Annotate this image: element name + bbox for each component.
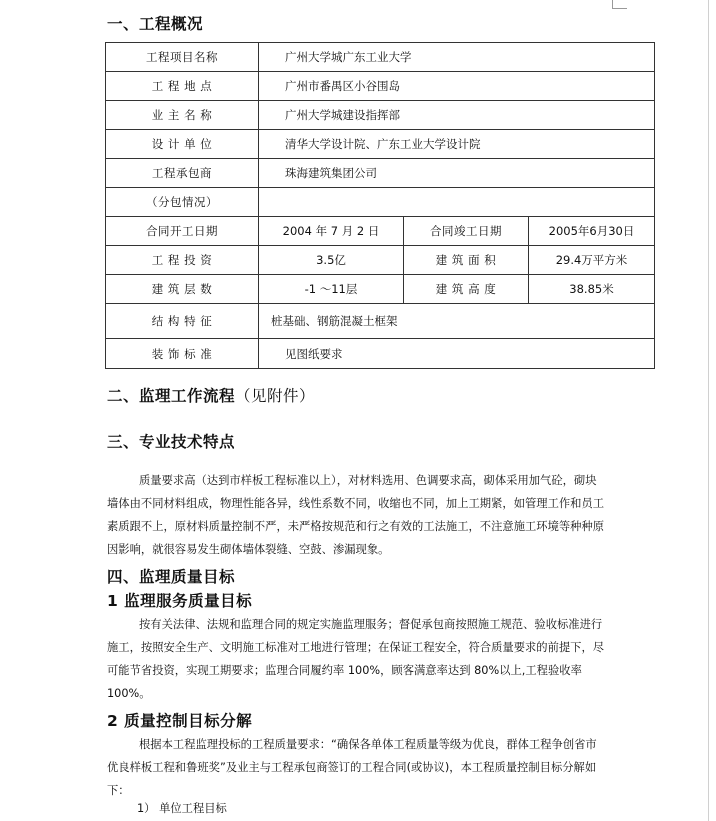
row-value: 桩基础、钢筋混凝土框架 [259, 304, 655, 339]
subheading-service-quality: 1 监理服务质量目标 [107, 592, 253, 610]
row-label: 业 主 名 称 [106, 101, 259, 130]
section-heading-quality-goals: 四、监理质量目标 [107, 568, 236, 586]
row-label: （分包情况） [106, 188, 259, 217]
row-label: 结 构 特 征 [106, 304, 259, 339]
row-value: 29.4万平方米 [529, 246, 655, 275]
row-value: 清华大学设计院、广东工业大学设计院 [259, 130, 655, 159]
section-heading-tech: 三、专业技术特点 [107, 433, 236, 451]
row-value: 珠海建筑集团公司 [259, 159, 655, 188]
row-label: 工 程 地 点 [106, 72, 259, 101]
table-row [106, 72, 655, 101]
row-value: 见图纸要求 [259, 339, 655, 369]
row-value: -1 ～11层 [259, 275, 404, 304]
table-row [106, 339, 655, 369]
row-label: 设 计 单 位 [106, 130, 259, 159]
row-label: 工程承包商 [106, 159, 259, 188]
section-title: 二、监理工作流程 [107, 387, 236, 405]
table-row [106, 43, 655, 72]
list-item: 1） 单位工程目标 [137, 802, 227, 815]
row-value: 2005年6月30日 [529, 217, 655, 246]
row-value: 广州市番禺区小谷围岛 [259, 72, 655, 101]
row-label: 建 筑 层 数 [106, 275, 259, 304]
row-label: 工程项目名称 [106, 43, 259, 72]
row-label: 合同开工日期 [106, 217, 259, 246]
table-row [106, 101, 655, 130]
row-label: 合同竣工日期 [404, 217, 529, 246]
table-row [106, 188, 655, 217]
table-row [106, 217, 655, 246]
table-row [106, 246, 655, 275]
table-row [106, 159, 655, 188]
project-overview-table [105, 42, 655, 369]
table-row [106, 130, 655, 159]
table-row [106, 275, 655, 304]
margin-corner-mark [612, 0, 627, 9]
subheading-quality-breakdown: 2 质量控制目标分解 [107, 712, 253, 730]
section-heading-workflow [107, 384, 315, 406]
row-value: 2004 年 7 月 2 日 [259, 217, 404, 246]
breakdown-paragraph: 根据本工程监理投标的工程质量要求：“确保各单体工程质量等级为优良，群体工程争创省市优良样板工程和鲁班奖”及业主与工程承包商签订的工程合同(或协议)，本工程质量控制目标分解如下： [107, 738, 597, 797]
row-label: 建 筑 高 度 [404, 275, 529, 304]
section-heading-overview: 一、工程概况 [107, 15, 204, 33]
row-label: 装 饰 标 准 [106, 339, 259, 369]
row-value: 广州大学城广东工业大学 [259, 43, 655, 72]
table-row [106, 304, 655, 339]
row-value: 38.85米 [529, 275, 655, 304]
tech-paragraph: 质量要求高（达到市样板工程标准以上），对材料选用、色调要求高，砌体采用加气砼，砌块墙体由不同材料组成，物理性能各异，线性系数不同，收缩也不同，加上工期紧，如管理工作和员工素质跟不上，原材料质量控制不严，未严格按规范和行之有效的工法施工，不注意施工环境等种种原因影响，就很容易发生砌体墙体裂缝、空鼓、渗漏现象。 [107, 474, 605, 556]
page-edge [708, 0, 709, 821]
row-label: 工 程 投 资 [106, 246, 259, 275]
section-note: （见附件） [235, 387, 316, 405]
service-paragraph: 按有关法律、法规和监理合同的规定实施监理服务；督促承包商按照施工规范、验收标准进行施工，按照安全生产、文明施工标准对工地进行管理；在保证工程安全，符合质量要求的前提下，尽可能节省投资，实现工期要求；监理合同履约率 100%，顾客满意率达到 80%以上,工程验收率 100%。 [107, 618, 605, 700]
row-label: 建 筑 面 积 [404, 246, 529, 275]
row-value [259, 188, 655, 217]
row-value: 3.5亿 [259, 246, 404, 275]
row-value: 广州大学城建设指挥部 [259, 101, 655, 130]
